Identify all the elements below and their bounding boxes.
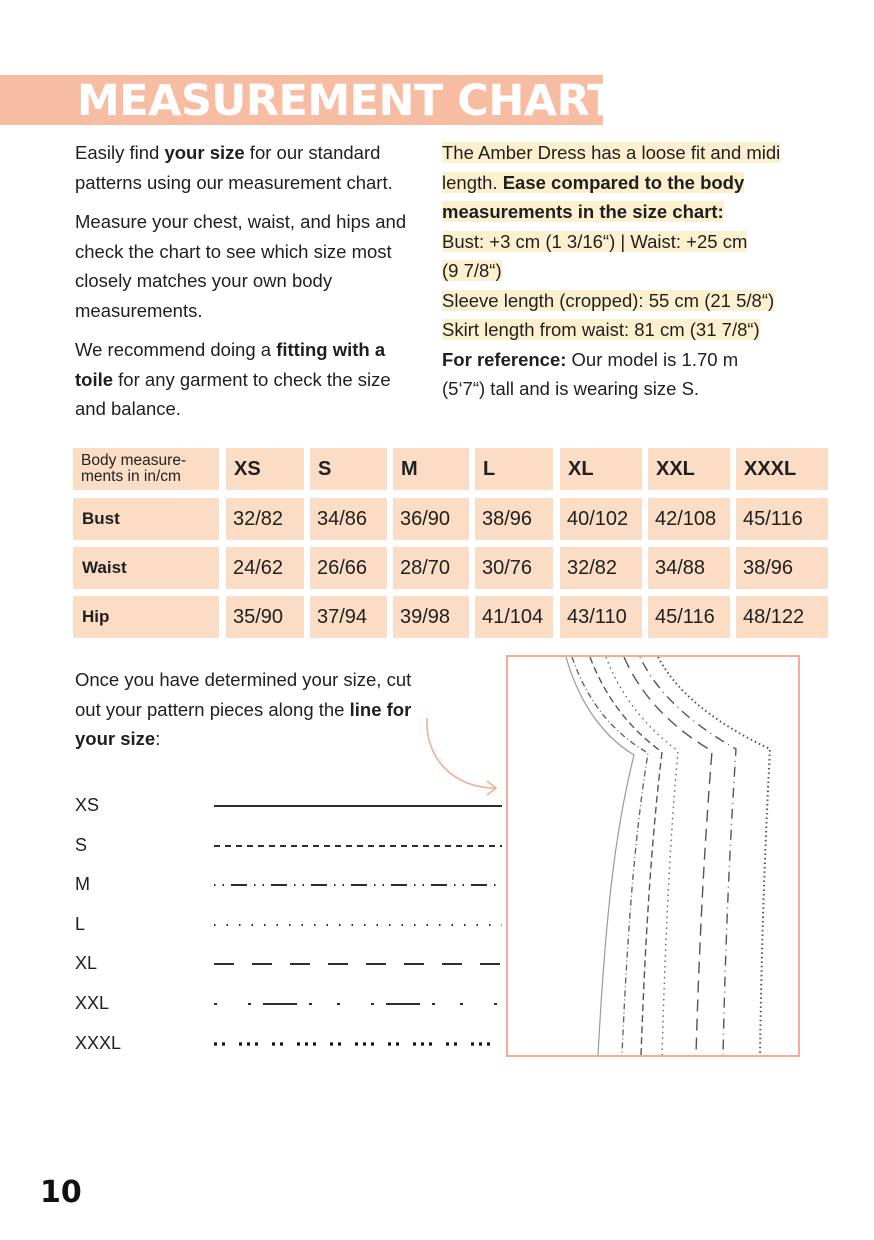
legend-row [75,1028,445,1058]
intro-left-column [75,138,425,434]
legend-size-label: L [75,913,86,934]
table-cell: 48/122 [736,596,828,638]
row-header-3: Hip [73,596,219,638]
table-cell: 45/116 [648,596,730,638]
legend-row [75,948,445,978]
legend-line-sample [212,875,507,895]
legend-line-sample [212,994,507,1014]
table-cell: 38/96 [475,498,553,540]
table-cell: 24/62 [226,547,304,589]
legend-size-label: XS [75,795,100,815]
arrow-icon [415,710,505,800]
intro-paragraph-2: Measure your chest, waist, and hips and check the chart to see which size most closely matches your own body measurements. [75,211,407,321]
legend-row [75,988,445,1018]
size-header-3: M [393,448,469,490]
pattern-illustration [506,655,800,1057]
table-cell: 43/110 [560,596,642,638]
size-header-6: XXL [648,448,730,490]
table-cell: 28/70 [393,547,469,589]
legend-size-label: S [75,834,88,855]
fit-description-line-3: measurements in the size chart: [442,201,724,222]
row-header-1: Bust [73,498,219,540]
page-number: 10 [40,1175,82,1210]
sleeve-length: Sleeve length (cropped): 55 cm (21 5/8“) [442,289,775,311]
size-header-5: XL [560,448,642,490]
legend-line-sample [212,796,507,816]
table-cell: 38/96 [736,547,828,589]
fit-description-line-1: The Amber Dress has a loose fit and midi [442,142,781,163]
legend-line-sample [212,836,507,856]
table-cell: 34/88 [648,547,730,589]
row-header-2: Waist [73,547,219,589]
table-cell: 32/82 [226,498,304,540]
table-cell: 42/108 [648,498,730,540]
pattern-size-lines [508,657,798,1055]
table-cell: 32/82 [560,547,642,589]
table-cell: 36/90 [393,498,469,540]
ease-bust-waist: Bust: +3 cm (1 3/16“) | Waist: +25 cm [442,230,748,252]
legend-line-sample [212,915,507,935]
table-cell: 35/90 [226,596,304,638]
page-title: MEASUREMENT CHART [77,76,617,126]
table-cell: 39/98 [393,596,469,638]
size-header-7: XXXL [736,448,828,490]
table-cell: 30/76 [475,547,553,589]
legend-row [75,790,445,820]
size-header-4: L [475,448,553,490]
intro-paragraph-3: We recommend doing a fitting with a toile for any garment to check the size and balance. [75,339,391,419]
legend-row [75,830,445,860]
table-cell: 37/94 [310,596,387,638]
intro-paragraph-1: Easily find your size for our standard patterns using our measurement chart. [75,142,393,193]
cutting-instructions: Once you have determined your size, cut out your pattern pieces along the line for your size: [75,669,412,749]
table-cell: 41/104 [475,596,553,638]
intro-right-column [442,138,822,404]
legend-line-sample [212,954,507,974]
legend-size-label: XL [75,953,98,974]
model-reference-size: (5‘7“) tall and is wearing size S. [442,378,700,399]
ease-waist-inches: (9 7/8“) [442,260,502,281]
legend-size-label: XXXL [75,1032,122,1053]
legend-row [75,909,445,939]
legend-row [75,869,445,899]
legend-size-label: XXL [75,993,110,1013]
table-cell: 45/116 [736,498,828,540]
legend-size-label: M [75,874,90,895]
skirt-length: Skirt length from waist: 81 cm (31 7/8“) [442,319,760,340]
table-cell: 40/102 [560,498,642,540]
fit-description-line-2: length. Ease compared to the body [442,171,745,193]
table-cell: 34/86 [310,498,387,540]
size-header-2: S [310,448,387,490]
table-cell: 26/66 [310,547,387,589]
size-header-1: XS [226,448,304,490]
legend-line-sample [212,1034,507,1054]
table-corner-label: Body measure- ments in in/cm [73,448,219,490]
model-reference: For reference: Our model is 1.70 m [442,348,739,370]
